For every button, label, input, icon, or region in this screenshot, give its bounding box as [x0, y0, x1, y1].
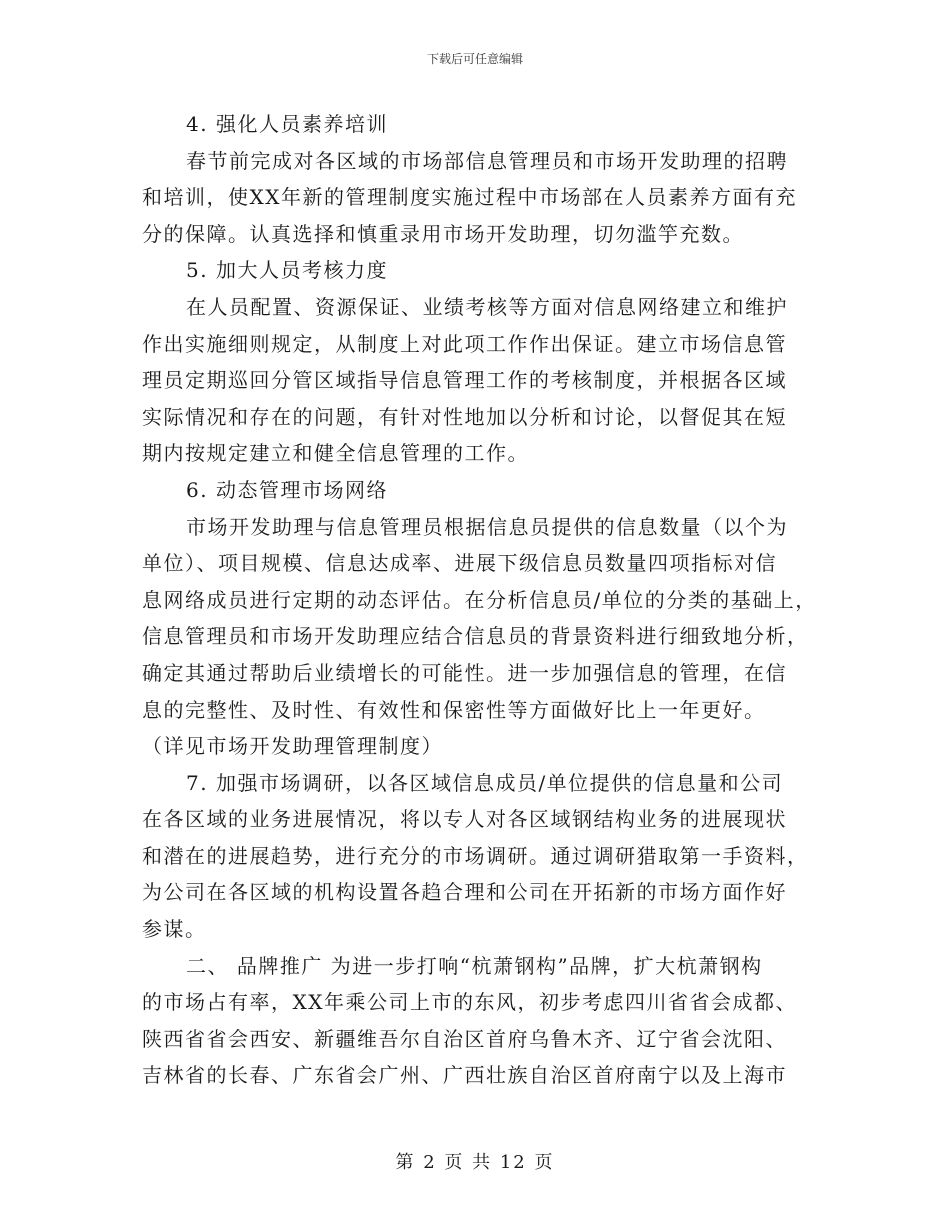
text-line-6: 在人员配置、资源保证、业绩考核等方面对信息网络建立和维护: [186, 294, 788, 319]
text-line-14: 息网络成员进行定期的动态评估。在分析信息员/单位的分类的基础上，: [142, 587, 817, 612]
text-line-3: 和培训，使XX年新的管理制度实施过程中市场部在人员素养方面有充: [142, 185, 797, 210]
text-line-17: 息的完整性、及时性、有效性和保密性等方面做好比上一年更好。: [142, 697, 766, 722]
text-line-10: 期内按规定建立和健全信息管理的工作。: [142, 441, 529, 466]
text-line-18: （详见市场开发助理管理制度）: [142, 734, 443, 759]
text-line-9: 实际情况和存在的问题，有针对性地加以分析和讨论，以督促其在短: [142, 404, 787, 429]
text-line-24: 二、 品牌推广 为进一步打响“杭萧钢构”品牌，扩大杭萧钢构: [186, 953, 763, 978]
text-line-27: 吉林省的长春、广东省会广州、广西壮族自治区首府南宁以及上海市: [142, 1063, 787, 1088]
text-line-21: 和潜在的进展趋势，进行充分的市场调研。通过调研猎取第一手资料，: [142, 843, 809, 868]
text-line-19: 7. 加强市场调研，以各区域信息成员/单位提供的信息量和公司: [186, 770, 784, 795]
text-line-7: 作出实施细则规定，从制度上对此项工作作出保证。建立市场信息管: [142, 331, 787, 356]
text-line-8: 理员定期巡回分管区域指导信息管理工作的考核制度，并根据各区域: [142, 368, 787, 393]
text-line-5: 5. 加大人员考核力度: [186, 258, 388, 283]
page-number-footer: 第 2 页 共 12 页: [395, 1152, 555, 1173]
text-line-22: 为公司在各区域的机构设置各趋合理和公司在开拓新的市场方面作好: [142, 880, 787, 905]
text-line-25: 的市场占有率，XX年乘公司上市的东风，初步考虑四川省省会成都、: [142, 990, 797, 1015]
document-body: [142, 106, 817, 1094]
text-line-4: 分的保障。认真选择和慎重录用市场开发助理，切勿滥竽充数。: [142, 221, 744, 246]
text-line-16: 确定其通过帮助后业绩增长的可能性。进一步加强信息的管理，在信: [142, 660, 787, 685]
text-line-23: 参谋。: [142, 917, 207, 942]
text-line-20: 在各区域的业务进展情况，将以专人对各区域钢结构业务的进展现状: [142, 807, 787, 832]
text-line-12: 市场开发助理与信息管理员根据信息员提供的信息数量（以个为: [186, 514, 788, 539]
text-line-26: 陕西省省会西安、新疆维吾尔自治区首府乌鲁木齐、辽宁省会沈阳、: [142, 1026, 787, 1051]
page-header: 下载后可任意编辑: [426, 52, 523, 66]
text-line-15: 信息管理员和市场开发助理应结合信息员的背景资料进行细致地分析，: [142, 624, 809, 649]
text-line-1: 4. 强化人员素养培训: [186, 112, 388, 136]
text-line-11: 6. 动态管理市场网络: [186, 477, 388, 502]
text-line-2: 春节前完成对各区域的市场部信息管理员和市场开发助理的招聘: [186, 148, 788, 173]
text-line-13: 单位）、项目规模、信息达成率、进展下级信息员数量四项指标对信: [142, 551, 777, 576]
